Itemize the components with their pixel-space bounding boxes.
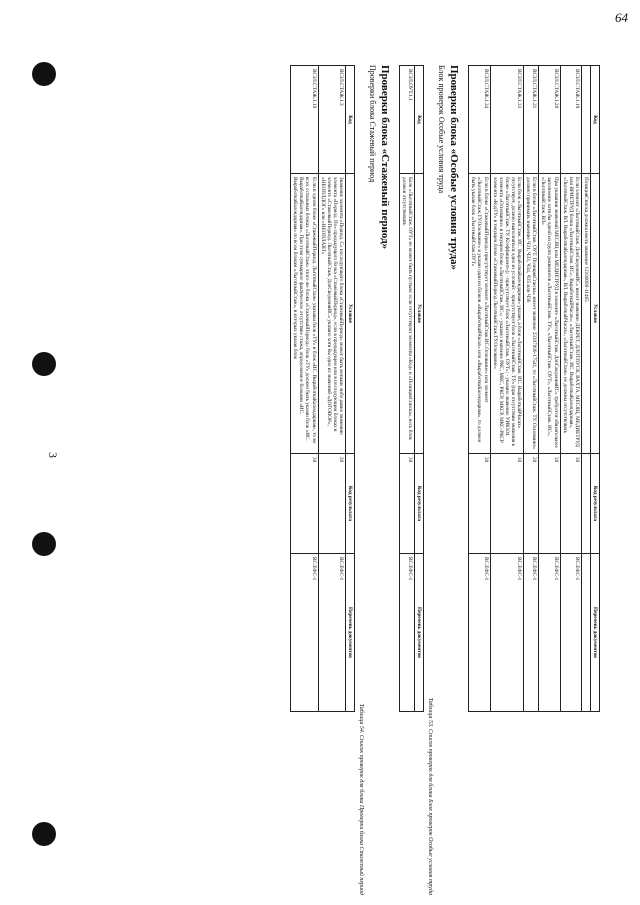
table-row [490,66,523,712]
corner-mark: 64 [615,10,628,25]
cell-condition: Значение элемента «Период. С» последующего блока «СтажевыйПериод» может быть меньше либо равно значению элемента «Период. По» предыдущего блока «СтажевыйПериод», если в предыдущем или в последующем блоках в элементе «СтажевыйПериод. ЛьготныйСтаж. ДопСведенияИС» указано хотя бы одно из значений «ДОГОВОР», «НЕОПЛДОГ» или «НЕОПЛАВТ» [318,174,345,454]
cell-docs: ВС.ЕФС-1 [560,554,581,712]
cell-docs: ВС.ЕФС-1 [318,554,345,712]
header-result: Код результата [590,454,599,554]
cell-code: ВСЗЛ.СТАЖ.1.21 [524,66,539,174]
header-result: Код результата [415,454,424,554]
punch-hole-bottom [32,822,56,846]
cell-code: ВСЗЛ.СТАЖ.1.20 [539,66,560,174]
table-caption-54: Таблица 54. Список проверок для блока Проверки блока Стажевый период [358,703,365,895]
section-heading-service-period: Проверки блока «Стажевый период» [379,65,392,250]
cell-code: ВСЗЛ.СТАЖ.1.3 [318,66,345,174]
table-row [469,66,490,712]
cell-docs: ВС.ЕФС-1 [400,554,415,712]
header-docs: Перечень документов [590,554,599,712]
header-condition: Условие [415,174,424,454]
subheading-special-conditions: Блок проверок Особые условия труда [437,65,447,194]
table-header-row [590,66,599,712]
cell-condition: Если в блоке «СтажевыйПериод» присутствует элемент «ЛьготныйСтаж.ИС.Основание» или элемент «ЛьготныйСтаж.ТУ.Основание» и указан один из блоков «ВыработкаВЧасах» или «ВыработкаКалендарная», то должен быть указан блок «ЛьготныйСтаж.ОУТ» [469,174,490,454]
header-code: Код [590,66,599,174]
cell-result: 20 [318,454,345,554]
table-row [400,66,415,712]
punch-hole-middle [32,352,56,376]
cell-result: 30 [400,454,415,554]
table-continuation [468,65,600,712]
cell-docs [581,554,590,712]
cell-result: 30 [539,454,560,554]
subheading-service-period: Проверки блока Стажевый период [368,65,378,183]
table-53 [399,65,424,712]
cell-condition: Если в блоке «ЛьготныйСтаж. ОУТ. ПозицияСписка» имеет значение 23307000-17541, то «ЛьготныйСтаж. ТУ. Основание» должно принимать значение Ч31, Ч33, Ч34, Ч35 или Ч36 [524,174,539,454]
header-result: Код результата [345,454,354,554]
cell-code: ВСЗЛ.ОУТ.1.1 [400,66,415,174]
table-row [524,66,539,712]
cell-code [581,66,590,174]
header-condition: Условие [345,174,354,454]
page-number: 3 [46,452,60,458]
punch-hole-top [32,62,56,86]
cell-docs: ВС.ЕФС-1 [539,554,560,712]
cell-condition: Если в одном блоке «СтажевыйПериод. ЛьготныйСтаж» указаны блок «ТУ» и блок «ИС. ВыработкаКалендарная», то во всех остальных блоках «ЛьготныйСтаж» этого же блока «СтажевыйПериод» блок «ТУ» должен быть указан блок «ИС. ВыработкаКалендарная». При этом суммарное фактическое отсутствие стажа, определяемое блоками «ИС. ВыработкаКалендарная» по всем блокам «ЛьготныйСтаж», в которых указан блок [291,174,318,454]
cell-docs: ВС.ЕФС-1 [291,554,318,712]
cell-docs: ВС.ЕФС-1 [469,554,490,712]
cell-condition: Блок «ЛьготныйСтаж. ОУТ» не может быть пустым: если отсутствуют элементы «Код» и «ПозицияСписка», весь блок должен отсутствовать [400,174,415,454]
table-54 [290,65,355,712]
header-docs: Перечень документов [345,554,354,712]
cell-code: ВСЗЛ.СТАЖ.1.10 [291,66,318,174]
cell-code: ВСЗЛ.СТАЖ.1.33 [490,66,523,174]
header-code: Код [415,66,424,174]
rotated-page-content [90,65,600,895]
table-header-row [345,66,354,712]
cell-docs: ВС.ЕФС-1 [524,554,539,712]
cell-code: ВСЗЛ.СТАЖ.1.19 [560,66,581,174]
cell-result [581,454,590,554]
table-header-row [415,66,424,712]
cell-result: 30 [490,454,523,554]
header-condition: Условие [590,174,599,454]
section-heading-special-conditions: Проверки блока «Особые условия труда» [448,65,461,271]
table-caption-53: Таблица 53. Список проверок для блока Блок проверок Особые условия труда [427,697,434,895]
table-row [539,66,560,712]
table-row [581,66,590,712]
punch-hole-middle-lower [32,532,56,556]
cell-condition: При указании значений МЕСЯЦ или МЕДИЕТРУД в элементе «ЛьготныйСтаж. ДопСведенияИС» требуется обязательное заполнение хотя бы одной из групп реквизитов «ЛьготныйСтаж. ТУ», «ЛьготныйСтаж. ОУТ», «ЛьготныйСтаж. ИС», «ЛьготныйСтаж. ВЛ» [539,174,560,454]
table-row [318,66,345,712]
header-code: Код [345,66,354,174]
table-row [291,66,318,712]
cell-result: 30 [560,454,581,554]
cell-result: 30 [291,454,318,554]
cell-condition: Если блок «ЛьготныйСтаж. ИС. ВыработкаКалендарная» указан, а блок «ЛьготныйСтаж. ИС. ВыработкаВЧасах» отсутствует, должно выполняться одно из условий: - присутствует блок «ЛьготныйСтаж. ТУ» (при отсутствии значения в блоке «ЛьготныйСтаж. ТУ. Коэффициент»); - присутствует блок «ЛьготныйСтаж. ОУТ»; - указано значение УИК104 элемента «Основание» в текущем блоке «ЛьготныйСтаж. ИС»; - указано значение РКС, МКС, РКСР, МКСР, МКС-РКСР элемента «КодТУ» в текущем блоке «СтажевыйПериод.ЛьготныйСтаж.ТУ.Основание» [490,174,523,454]
cell-condition: Если элемент «ЛьготныйСтаж. ДопСведенияИС» имеет значение ДЕКРЕТ, ДЛОТПУСК, ВАХТА, МЕСЯЦ, МЕДИЕТРУД или ВРИЕТРУД блока «ЛьготныйСтаж. ИС», ВыработкаВЧасах», «ЛьготныйСтаж. ИС. ВыработкаКалендарная», «ЛьготныйСтаж. ВЛ. ВыработкаКалендарная», ВЛ. ВыработкаВЧасах», «ЛьготныйСтаж» не должны отсутствовать [560,174,581,454]
cell-result: 30 [469,454,490,554]
cell-condition: ПозицияСписка должна иметь значение 12100000-11465 [581,174,590,454]
table-row [560,66,581,712]
cell-code: ВСЗЛ.СТАЖ.1.34 [469,66,490,174]
cell-result: 20 [524,454,539,554]
header-docs: Перечень документов [415,554,424,712]
cell-docs: ВС.ЕФС-1 [490,554,523,712]
